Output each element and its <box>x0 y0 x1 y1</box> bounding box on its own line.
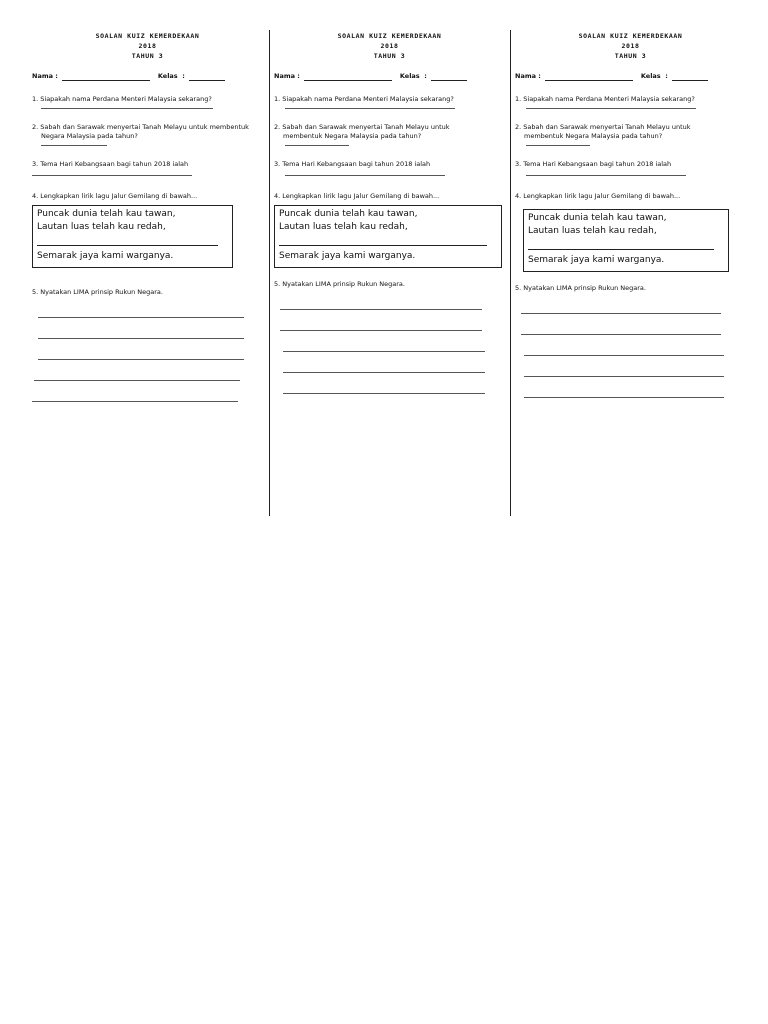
lyric-line-4: Semarak jaya kami warganya. <box>37 251 174 261</box>
quiz-grade: TAHUN 3 <box>373 52 406 60</box>
answer-line[interactable] <box>38 355 244 360</box>
lyric-line-1: Puncak dunia telah kau tawan, <box>528 213 667 223</box>
question-2-text-cont: Negara Malaysia pada tahun? <box>41 132 138 140</box>
quiz-year: 2018 <box>621 42 640 50</box>
answer-line[interactable] <box>283 389 485 394</box>
name-class-row <box>32 72 263 81</box>
name-class-row <box>515 72 746 81</box>
name-label: Nama : <box>32 72 58 80</box>
answer-line[interactable] <box>526 104 696 109</box>
answer-line[interactable] <box>41 141 107 146</box>
question-1 <box>515 95 746 109</box>
answer-line[interactable] <box>526 171 686 176</box>
answer-line[interactable] <box>521 309 721 314</box>
quiz-year: 2018 <box>138 42 157 50</box>
question-3-text: 3. Tema Hari Kebangsaan bagi tahun 2018 ialah <box>32 160 189 168</box>
lyric-line-2: Lautan luas telah kau redah, <box>528 226 657 236</box>
quiz-grade: TAHUN 3 <box>614 52 647 60</box>
question-1-text: 1. Siapakah nama Perdana Menteri Malaysia sekarang? <box>515 95 695 103</box>
question-2-text: 2. Sabah dan Sarawak menyertai Tanah Melayu untuk <box>274 123 450 131</box>
quiz-grade: TAHUN 3 <box>131 52 164 60</box>
question-1 <box>274 95 505 109</box>
class-blank[interactable] <box>672 74 708 81</box>
question-1-text: 1. Siapakah nama Perdana Menteri Malaysia sekarang? <box>274 95 454 103</box>
answer-line[interactable] <box>38 313 244 318</box>
answer-line[interactable] <box>524 372 724 377</box>
question-3 <box>274 160 505 176</box>
answer-line[interactable] <box>280 326 482 331</box>
lyric-blank[interactable] <box>528 241 714 250</box>
answer-line[interactable] <box>524 393 724 398</box>
question-3 <box>515 160 746 176</box>
answer-line[interactable] <box>521 330 721 335</box>
answer-line[interactable] <box>32 171 192 176</box>
answer-line[interactable] <box>285 141 349 146</box>
question-3 <box>32 160 263 176</box>
question-4 <box>274 192 505 268</box>
quiz-title: SOALAN KUIZ KEMERDEKAAN <box>337 32 442 40</box>
question-3-text: 3. Tema Hari Kebangsaan bagi tahun 2018 ialah <box>515 160 672 168</box>
answer-line[interactable] <box>280 305 482 310</box>
lyrics-box <box>32 205 233 268</box>
answer-lines <box>515 309 746 398</box>
name-label: Nama : <box>274 72 300 80</box>
class-blank[interactable] <box>189 74 225 81</box>
question-2-text: 2. Sabah dan Sarawak menyertai Tanah Melayu untuk membentuk <box>32 123 249 131</box>
answer-line[interactable] <box>41 104 213 109</box>
name-blank[interactable] <box>62 74 150 81</box>
answer-line[interactable] <box>526 141 590 146</box>
question-1 <box>32 95 263 109</box>
question-4-text: 4. Lengkapkan lirik lagu Jalur Gemilang di bawah... <box>515 192 681 200</box>
answer-lines <box>274 305 505 394</box>
question-2-text-cont: membentuk Negara Malaysia pada tahun? <box>524 132 663 140</box>
lyric-line-4: Semarak jaya kami warganya. <box>279 251 416 261</box>
quiz-header <box>32 31 263 61</box>
class-blank[interactable] <box>431 74 467 81</box>
name-label: Nama : <box>515 72 541 80</box>
answer-line[interactable] <box>34 376 240 381</box>
question-5 <box>32 288 263 402</box>
name-blank[interactable] <box>545 74 633 81</box>
question-5 <box>515 284 746 398</box>
lyrics-box <box>523 209 729 272</box>
quiz-header <box>274 31 505 61</box>
answer-line[interactable] <box>32 397 238 402</box>
answer-lines <box>32 313 263 402</box>
question-5-text: 5. Nyatakan LIMA prinsip Rukun Negara. <box>515 284 646 292</box>
class-label: Kelas : <box>399 72 427 80</box>
answer-line[interactable] <box>283 347 485 352</box>
lyric-blank[interactable] <box>279 237 487 246</box>
quiz-column-1 <box>28 30 263 516</box>
name-blank[interactable] <box>304 74 392 81</box>
quiz-title: SOALAN KUIZ KEMERDEKAAN <box>578 32 683 40</box>
lyric-line-4: Semarak jaya kami warganya. <box>528 255 665 265</box>
lyrics-box <box>274 205 502 268</box>
quiz-title: SOALAN KUIZ KEMERDEKAAN <box>95 32 200 40</box>
question-4 <box>515 192 746 272</box>
question-4-text: 4. Lengkapkan lirik lagu Jalur Gemilang di bawah... <box>32 192 198 200</box>
quiz-year: 2018 <box>380 42 399 50</box>
question-4-text: 4. Lengkapkan lirik lagu Jalur Gemilang di bawah... <box>274 192 440 200</box>
lyric-line-1: Puncak dunia telah kau tawan, <box>279 209 418 219</box>
question-2-text: 2. Sabah dan Sarawak menyertai Tanah Melayu untuk <box>515 123 691 131</box>
question-2 <box>32 123 263 146</box>
question-1-text: 1. Siapakah nama Perdana Menteri Malaysia sekarang? <box>32 95 212 103</box>
class-label: Kelas : <box>640 72 668 80</box>
answer-line[interactable] <box>283 368 485 373</box>
question-2-text-cont: membentuk Negara Malaysia pada tahun? <box>283 132 422 140</box>
class-label: Kelas : <box>157 72 185 80</box>
answer-line[interactable] <box>285 104 455 109</box>
lyric-blank[interactable] <box>37 237 218 246</box>
question-2 <box>515 123 746 146</box>
question-4 <box>32 192 263 268</box>
lyric-line-2: Lautan luas telah kau redah, <box>279 222 408 232</box>
quiz-column-2 <box>269 30 505 516</box>
name-class-row <box>274 72 505 81</box>
question-2 <box>274 123 505 146</box>
quiz-header <box>515 31 746 61</box>
answer-line[interactable] <box>38 334 244 339</box>
question-5 <box>274 280 505 394</box>
quiz-column-3 <box>510 30 746 516</box>
lyric-line-1: Puncak dunia telah kau tawan, <box>37 209 176 219</box>
lyric-line-2: Lautan luas telah kau redah, <box>37 222 166 232</box>
question-3-text: 3. Tema Hari Kebangsaan bagi tahun 2018 ialah <box>274 160 431 168</box>
question-5-text: 5. Nyatakan LIMA prinsip Rukun Negara. <box>32 288 163 296</box>
answer-line[interactable] <box>285 171 445 176</box>
answer-line[interactable] <box>524 351 724 356</box>
question-5-text: 5. Nyatakan LIMA prinsip Rukun Negara. <box>274 280 405 288</box>
